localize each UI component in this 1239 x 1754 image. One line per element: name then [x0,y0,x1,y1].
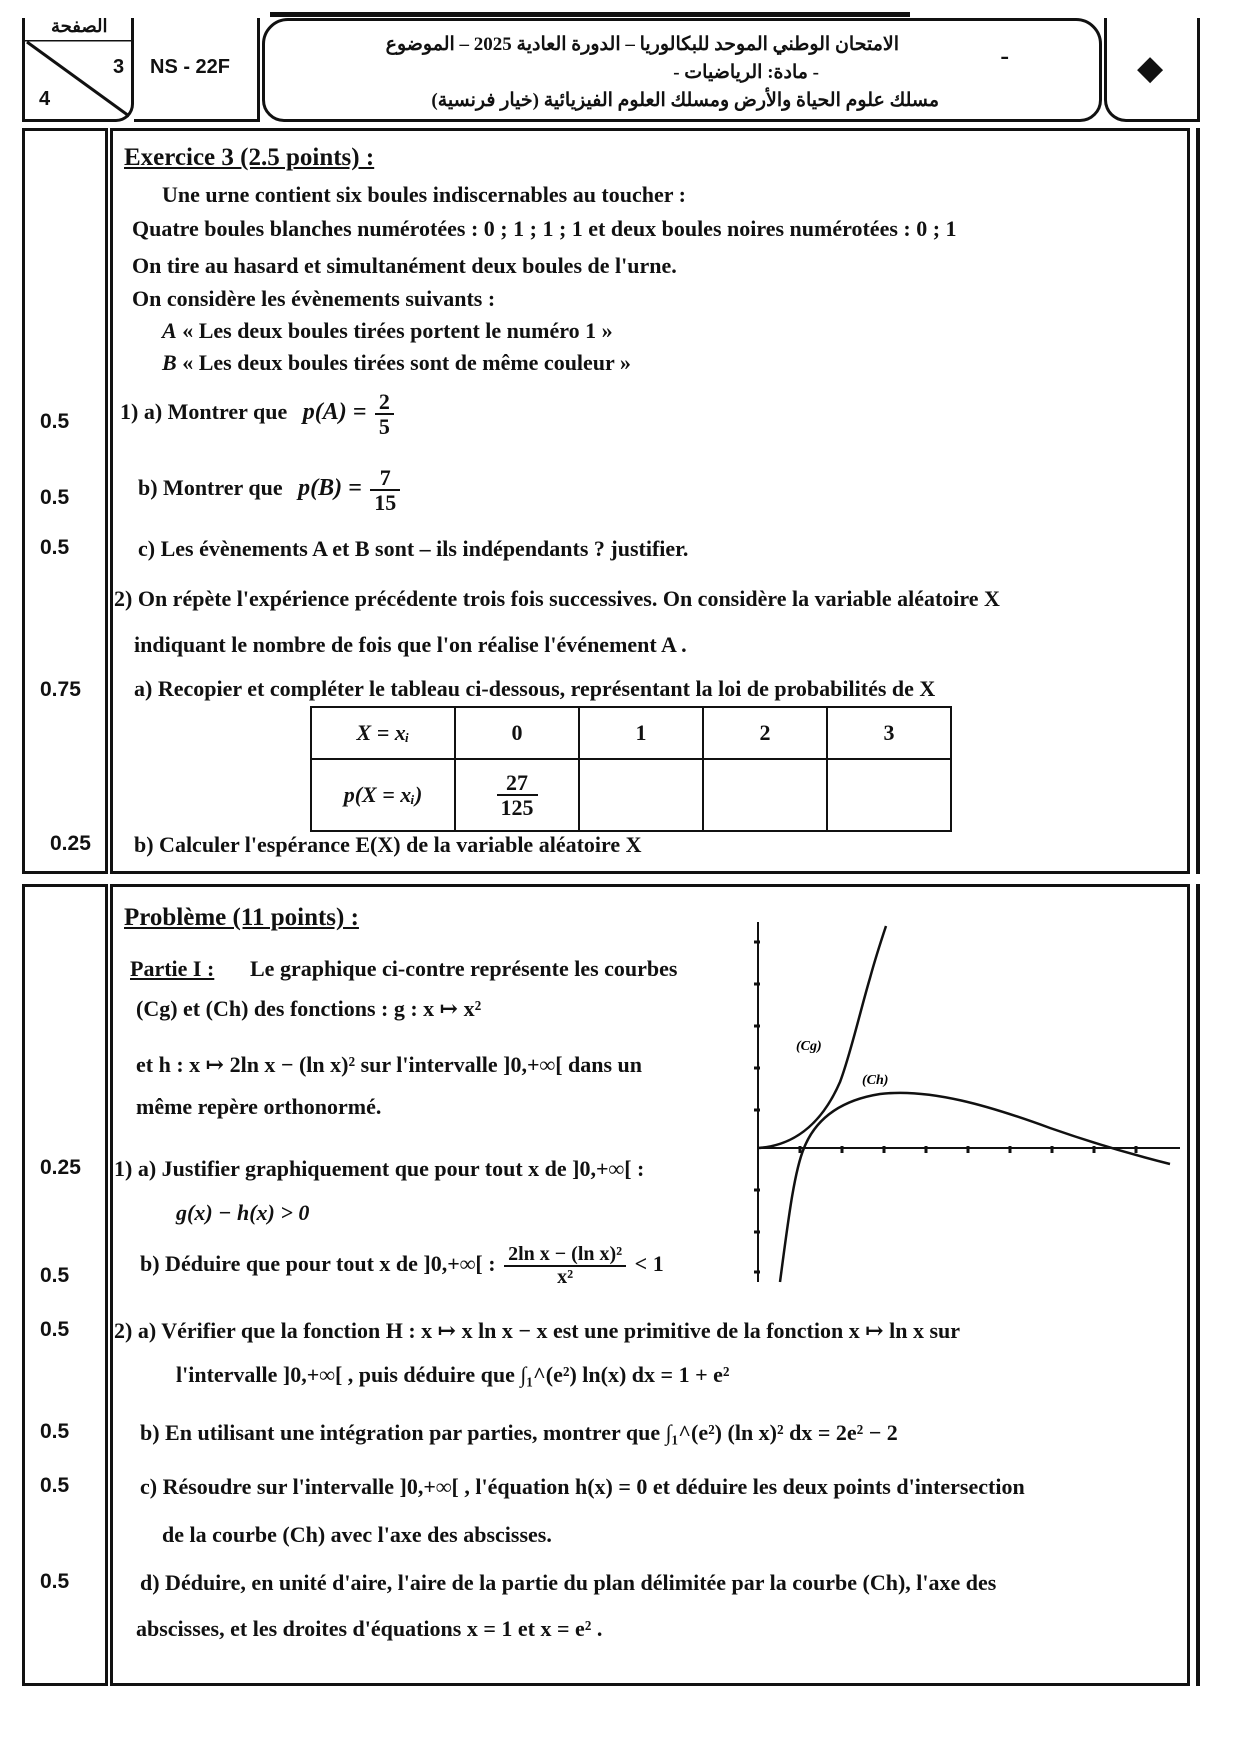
problem-q1b: b) Déduire que pour tout x de ]0,+∞[ : $\frac{\text{2ln x − (ln x)²}}{\text{x²}}$ < 1 [140,1243,664,1288]
probleme-outer-line [1196,884,1200,1686]
exam-title: الامتحان الوطني الموحد للبكالوريا – الدورة العادية 2025 – الموضوع [385,34,899,55]
problem-q2c-line2: de la courbe (Ch) avec l'axe des abscisses. [162,1522,552,1547]
problem-q2a-line2: l'intervalle ]0,+∞[ , puis déduire que ∫₁^(e²) ln(x) dx = 1 + e² [176,1362,730,1387]
table-cell-empty [579,759,703,831]
table-value: 1 [579,707,703,759]
problem-q1a-line1: 1) a) Justifier graphiquement que pour tout x de ]0,+∞[ : [114,1156,645,1181]
problem-q2d-line1: d) Déduire, en unité d'aire, l'aire de la partie du plan délimitée par la courbe (Ch), l'axe des [140,1570,997,1595]
table-header-x: X = xᵢ [311,707,455,759]
question-1b: b) Montrer que p(B) = $\frac{7}{15}$ [138,466,403,514]
table-cell-p0: $\frac{27}{125}$ [455,759,579,831]
header-dash: - [1000,41,1009,70]
header-code-box [134,18,260,122]
score-ex3-1a: 0.5 [40,410,70,433]
header-title-box [262,18,1102,122]
event-b: B « Les deux boules tirées sont de même couleur » [162,350,631,375]
partie1-line4: même repère orthonormé. [136,1094,382,1119]
table-value: 3 [827,707,951,759]
score-prob-1a: 0.25 [40,1156,81,1179]
problem-q2a-line1: 2) a) Vérifier que la fonction H : x ↦ x ln x − x est une primitive de la fonction x ↦ ln x sur [114,1318,961,1343]
track: مسلك علوم الحياة والأرض ومسلك العلوم الفيزيائية (خيار فرنسية) [431,90,939,111]
event-a: A « Les deux boules tirées portent le numéro 1 » [162,318,613,343]
question-1a: 1) a) Montrer que p(A) = $\frac{2}{5}$ [120,390,397,438]
label-cg: (Cg) [796,1039,822,1054]
problem-q2b: b) En utilisant une intégration par parties, montrer que ∫₁^(e²) (ln x)² dx = 2e² − 2 [140,1420,898,1445]
table-value: 0 [455,707,579,759]
probleme-title: Problème (11 points) : [124,904,359,931]
partie1-line2: (Cg) et (Ch) des fonctions : g : x ↦ x² [136,996,482,1021]
subject: - مادة: الرياضيات - [673,62,819,83]
curve-ch [780,1093,1170,1282]
header-diamond-box [1104,18,1200,122]
exercise3-intro2: Quatre boules blanches numérotées : 0 ; 1 ; 1 ; 1 et deux boules noires numérotées : 0 ; 1 [132,216,957,241]
partie1-line3: et h : x ↦ 2ln x − (ln x)² sur l'intervalle ]0,+∞[ dans un [136,1052,643,1077]
score-prob-2c: 0.5 [40,1474,70,1497]
partie1-line1: Le graphique ci-contre représente les courbes [250,956,678,981]
score-prob-2b: 0.5 [40,1420,70,1443]
header-page-box [22,18,134,122]
score-ex3-1b: 0.5 [40,486,70,509]
exercise3-intro1: Une urne contient six boules indiscernables au toucher : [162,182,686,207]
exercise3-outer-line [1196,128,1200,874]
page-label: الصفحة [51,16,108,36]
problem-q1a-line2: g(x) − h(x) > 0 [176,1200,310,1225]
curve-cg [758,926,889,1148]
problem-q2c-line1: c) Résoudre sur l'intervalle ]0,+∞[ , l'équation h(x) = 0 et déduire les deux points d'intersection [140,1474,1025,1499]
page-total: 4 [39,88,51,110]
table-cell-empty [827,759,951,831]
score-prob-2a: 0.5 [40,1318,70,1341]
table-header-p: p(X = xᵢ) [311,759,455,831]
exam-code: NS - 22F [150,56,231,78]
table-row [311,759,951,831]
problem-q2d-line2: abscisses, et les droites d'équations x = 1 et x = e² . [136,1616,603,1641]
table-value: 2 [703,707,827,759]
function-graph [750,922,1190,1292]
exercise3-intro3: On tire au hasard et simultanément deux boules de l'urne. [132,253,677,278]
top-rule [270,12,910,17]
score-prob-2d: 0.5 [40,1570,70,1593]
question-1c: c) Les évènements A et B sont – ils indépendants ? justifier. [138,536,689,561]
score-ex3-2a: 0.75 [40,678,81,701]
table-cell-empty [703,759,827,831]
question-2a: a) Recopier et compléter le tableau ci-dessous, représentant la loi de probabilités de X [134,676,936,701]
page-current: 3 [113,56,125,78]
probability-table [310,706,952,832]
exercise3-intro4: On considère les évènements suivants : [132,286,496,311]
question-2-line2: indiquant le nombre de fois que l'on réalise l'événement A . [134,632,687,657]
score-prob-1b: 0.5 [40,1264,70,1287]
table-row [311,707,951,759]
diamond-icon: ◆ [1137,50,1164,87]
score-ex3-1c: 0.5 [40,536,70,559]
label-ch: (Ch) [862,1073,889,1088]
question-2b: b) Calculer l'espérance E(X) de la variable aléatoire X [134,832,642,857]
score-ex3-2b: 0.25 [50,832,91,855]
exercise3-title: Exercice 3 (2.5 points) : [124,144,375,171]
question-2-line1: 2) On répète l'expérience précédente trois fois successives. On considère la variable aléatoire X [114,586,1000,611]
partie-label: Partie I : [130,956,215,981]
